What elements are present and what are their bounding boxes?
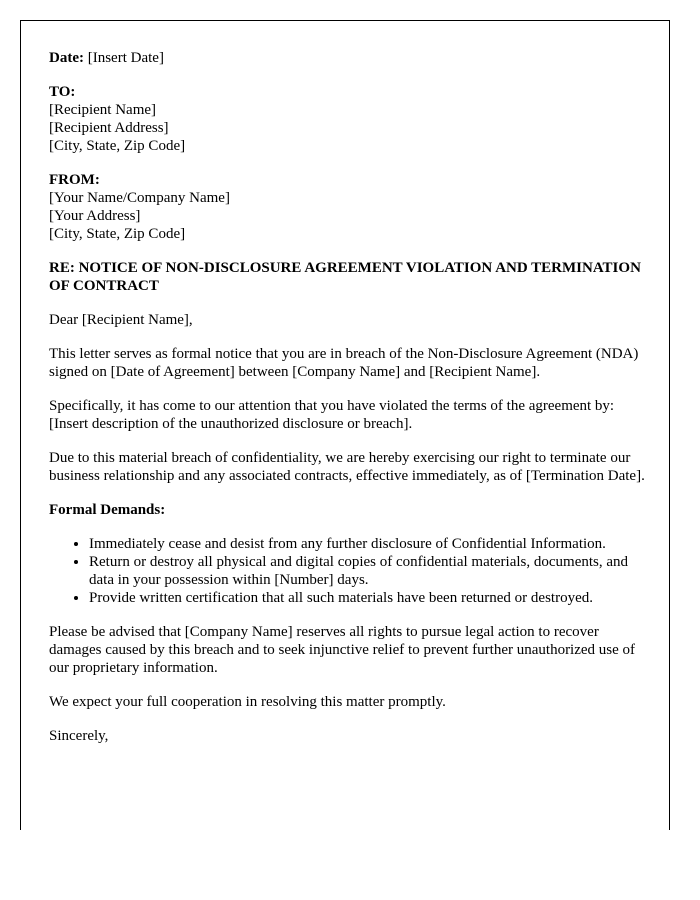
sender-name: [Your Name/Company Name] xyxy=(49,190,230,206)
recipient-name: [Recipient Name] xyxy=(49,102,157,118)
from-label: FROM: xyxy=(49,172,100,188)
paragraph-cooperation: We expect your full cooperation in resolving this matter promptly. xyxy=(49,694,446,710)
from-block xyxy=(49,171,649,243)
recipient-address: [Recipient Address] xyxy=(49,120,169,136)
to-label: TO: xyxy=(49,84,76,100)
sender-address: [Your Address] xyxy=(49,208,141,224)
signoff: Sincerely, xyxy=(49,728,109,744)
violation-description: [Insert description of the unauthorized disclosure or breach]. xyxy=(49,416,413,432)
demands-heading xyxy=(49,501,649,519)
letter-document xyxy=(20,20,670,830)
list-item: • Provide written certification that all such materials have been returned or destroyed. xyxy=(89,589,649,607)
list-item: • Return or destroy all physical and digital copies of confidential materials, documents, and data in your possession within [Number] days. xyxy=(89,553,649,589)
violation-intro: Specifically, it has come to our attention that you have violated the terms of the agreement by: xyxy=(49,398,615,414)
paragraph-violation xyxy=(49,397,649,433)
demands-list xyxy=(49,535,649,607)
paragraph-termination: Due to this material breach of confidentiality, we are hereby exercising our right to terminate our business relationship and any associated contracts, effective immediately, as of [Termination Date]. xyxy=(49,450,645,484)
date-line xyxy=(49,49,649,67)
sender-city-state-zip: [City, State, Zip Code] xyxy=(49,226,186,242)
date-label: Date: xyxy=(49,50,84,66)
date-value: [Insert Date] xyxy=(87,50,164,66)
recipient-city-state-zip: [City, State, Zip Code] xyxy=(49,138,186,154)
subject-line: RE: NOTICE OF NON-DISCLOSURE AGREEMENT VIOLATION AND TERMINATION OF CONTRACT xyxy=(49,260,641,294)
to-block xyxy=(49,83,649,155)
paragraph-legal-action: Please be advised that [Company Name] reserves all rights to pursue legal action to recover damages caused by this breach and to seek injunctive relief to prevent further unauthorized use of our proprietary information. xyxy=(49,624,636,676)
paragraph-breach-notice: This letter serves as formal notice that you are in breach of the Non-Disclosure Agreement (NDA) signed on [Date of Agreement] between [Company Name] and [Recipient Name]. xyxy=(49,346,639,380)
list-item: • Immediately cease and desist from any further disclosure of Confidential Information. xyxy=(89,535,649,553)
salutation: Dear [Recipient Name], xyxy=(49,312,193,328)
demands-heading-text: Formal Demands: xyxy=(49,502,166,518)
